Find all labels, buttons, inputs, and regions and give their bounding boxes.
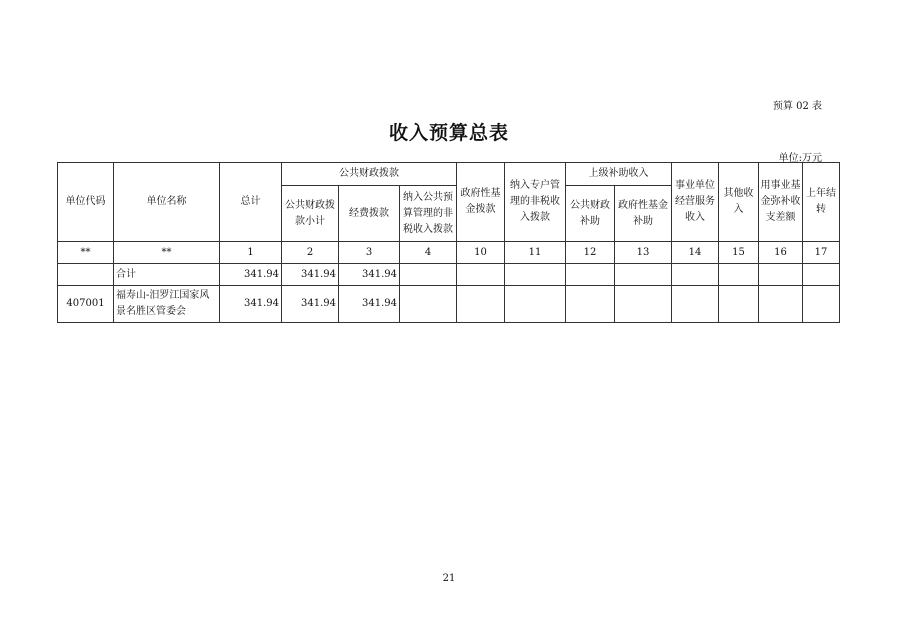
header-nontax-incl: 纳入公共预算管理的非税收入拨款 <box>400 186 457 242</box>
index-cell: 10 <box>457 242 505 264</box>
cell-other-income <box>719 264 759 286</box>
index-cell: 16 <box>759 242 803 264</box>
cell-nontax-incl <box>400 264 457 286</box>
index-cell: 3 <box>339 242 400 264</box>
index-cell: 2 <box>282 242 339 264</box>
page-number: 21 <box>442 573 456 584</box>
index-row <box>58 242 840 264</box>
cell-fund-gap <box>759 286 803 323</box>
cell-carryover <box>803 264 840 286</box>
cell-fund-approp: 341.94 <box>339 264 400 286</box>
header-superior-subsidy: 上级补助收入 <box>566 163 672 186</box>
header-fund-approp: 经费拨款 <box>339 186 400 242</box>
header-public-subtotal: 公共财政拨款小计 <box>282 186 339 242</box>
cell-sub-gov-fund <box>615 286 672 323</box>
cell-name: 合计 <box>114 264 220 286</box>
header-biz-income: 事业单位经营服务收入 <box>672 163 719 242</box>
cell-name: 福寿山-汨罗江国家风景名胜区管委会 <box>114 286 220 323</box>
header-unit-code: 单位代码 <box>58 163 114 242</box>
header-public-finance: 公共财政拨款 <box>282 163 457 186</box>
header-gov-fund: 政府性基金拨款 <box>457 163 505 242</box>
cell-nontax-incl <box>400 286 457 323</box>
cell-public-subtotal: 341.94 <box>282 264 339 286</box>
unit-label: 单位:万元 <box>778 153 822 164</box>
cell-carryover <box>803 286 840 323</box>
index-cell: 14 <box>672 242 719 264</box>
header-sub-gov-fund: 政府性基金补助 <box>615 186 672 242</box>
index-cell: 12 <box>566 242 615 264</box>
cell-gov-fund <box>457 286 505 323</box>
table-row-unit <box>58 286 840 323</box>
cell-fund-gap <box>759 264 803 286</box>
cell-total: 341.94 <box>220 286 282 323</box>
index-cell: 15 <box>719 242 759 264</box>
cell-special-nontax <box>505 264 566 286</box>
cell-other-income <box>719 286 759 323</box>
cell-sub-public <box>566 264 615 286</box>
income-budget-table <box>57 162 840 323</box>
header-total: 总计 <box>220 163 282 242</box>
cell-public-subtotal: 341.94 <box>282 286 339 323</box>
index-cell: 13 <box>615 242 672 264</box>
header-unit-name: 单位名称 <box>114 163 220 242</box>
index-cell: 11 <box>505 242 566 264</box>
cell-fund-approp: 341.94 <box>339 286 400 323</box>
table-row-total <box>58 264 840 286</box>
page-title: 收入预算总表 <box>388 122 509 144</box>
index-cell: 4 <box>400 242 457 264</box>
header-sub-public: 公共财政补助 <box>566 186 615 242</box>
header-fund-gap: 用事业基金弥补收支差额 <box>759 163 803 242</box>
header-carryover: 上年结转 <box>803 163 840 242</box>
index-cell: 1 <box>220 242 282 264</box>
form-number: 预算 02 表 <box>772 101 822 112</box>
index-cell: ** <box>114 242 220 264</box>
cell-biz-income <box>672 264 719 286</box>
cell-total: 341.94 <box>220 264 282 286</box>
cell-biz-income <box>672 286 719 323</box>
index-cell: 17 <box>803 242 840 264</box>
index-cell: ** <box>58 242 114 264</box>
cell-code <box>58 264 114 286</box>
header-row-1 <box>58 163 840 186</box>
cell-code: 407001 <box>58 286 114 323</box>
header-other-income: 其他收入 <box>719 163 759 242</box>
cell-sub-gov-fund <box>615 264 672 286</box>
cell-sub-public <box>566 286 615 323</box>
cell-gov-fund <box>457 264 505 286</box>
header-special-nontax: 纳入专户管理的非税收入拨款 <box>505 163 566 242</box>
cell-special-nontax <box>505 286 566 323</box>
